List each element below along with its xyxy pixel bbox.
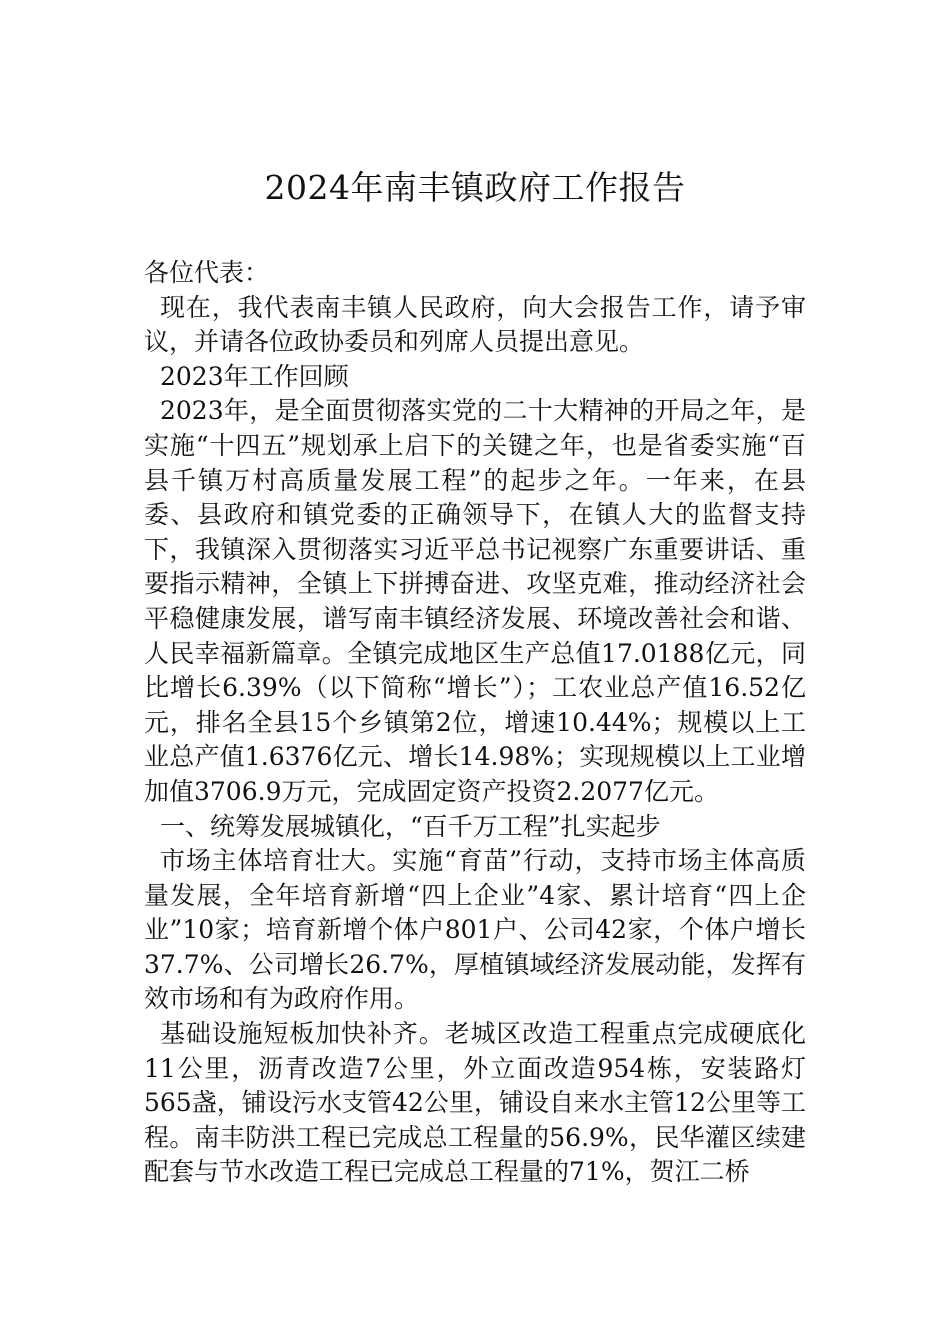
document-title: 2024年南丰镇政府工作报告 bbox=[264, 168, 686, 207]
paragraph-market-entities: 市场主体培育壮大。实施“育苗”行动，支持市场主体高质量发展，全年培育新增“四上企业”4家、累计培育“四上企业”10家；培育新增个体户801户、公司42家，个体户增长37.7%、公司增长26.7%，厚植镇域经济发展动能，发挥有效市场和有为政府作用。 bbox=[144, 846, 806, 1014]
salutation: 各位代表： bbox=[144, 258, 270, 287]
paragraph-intro: 现在，我代表南丰镇人民政府，向大会报告工作，请予审议，并请各位政协委员和列席人员提出意见。 bbox=[144, 292, 806, 357]
section-heading-review: 2023年工作回顾 bbox=[160, 361, 349, 391]
section-heading-urbanization: 一、统筹发展城镇化，“百千万工程”扎实起步 bbox=[160, 811, 661, 841]
paragraph-infrastructure: 基础设施短板加快补齐。老城区改造工程重点完成硬底化11公里，沥青改造7公里，外立面改造954栋，安装路灯565盏，铺设污水支管42公里，铺设自来水主管12公里等工程。南丰防洪工程已完成总工程量的56.9%，民华灌区续建配套与节水改造工程已完成总工程量的71%，贺江二桥 bbox=[144, 1019, 806, 1187]
document-body bbox=[144, 256, 806, 1190]
paragraph-review-summary: 2023年，是全面贯彻落实党的二十大精神的开局之年，是实施“十四五”规划承上启下的关键之年，也是省委实施“百县千镇万村高质量发展工程”的起步之年。一年来，在县委、县政府和镇党委的正确领导下，在镇人大的监督支持下，我镇深入贯彻落实习近平总书记视察广东重要讲话、重要指示精神，全镇上下拼搏奋进、攻坚克难，推动经济社会平稳健康发展，谱写南丰镇经济发展、环境改善社会和谐、人民幸福新篇章。全镇完成地区生产总值17.0188亿元，同比增长6.39%（以下简称“增长”）；工农业总产值16.52亿元，排名全县15个乡镇第2位，增速10.44%；规模以上工业总产值1.6376亿元、增长14.98%；实现规模以上工业增加值3706.9万元，完成固定资产投资2.2077亿元。 bbox=[144, 396, 806, 806]
